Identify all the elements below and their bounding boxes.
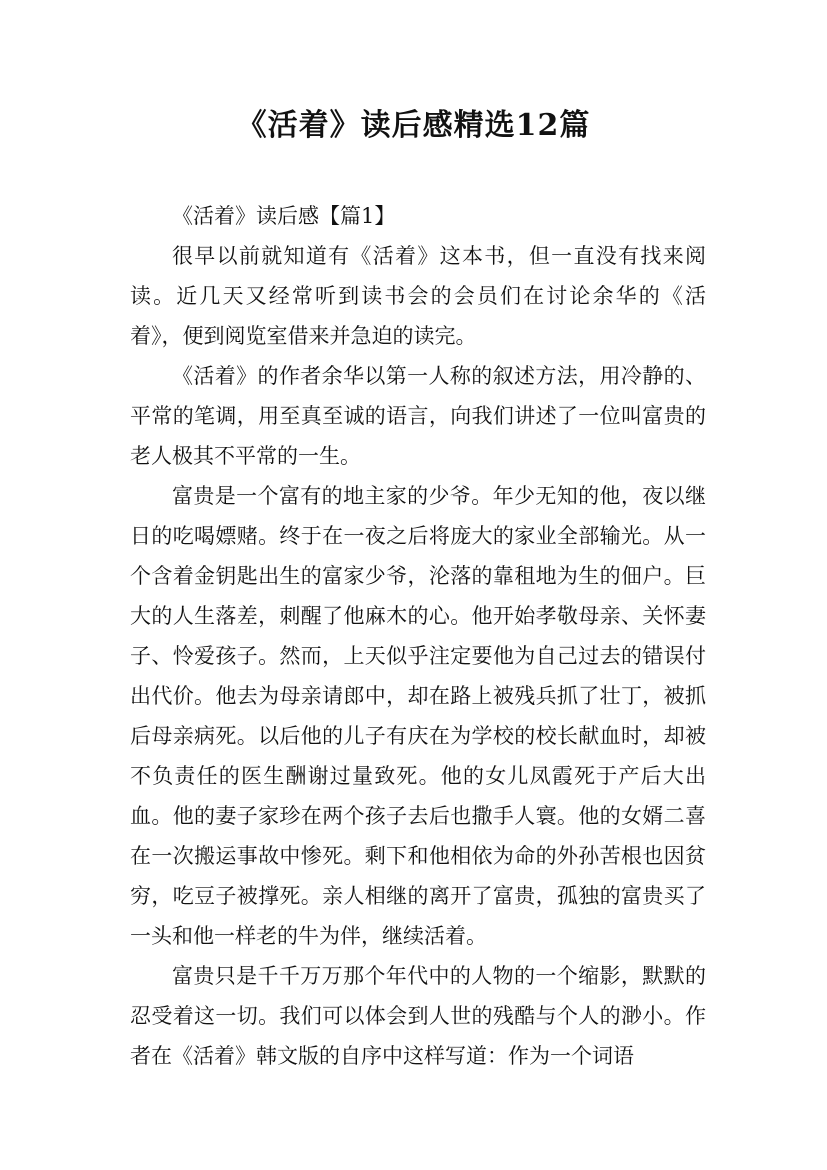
- paragraph-1: 很早以前就知道有《活着》这本书，但一直没有找来阅读。近几天又经常听到读书会的会员们在讨论余华的《活着》，便到阅览室借来并急迫的读完。: [130, 244, 706, 348]
- document-body: [130, 196, 706, 1076]
- section-heading: 《活着》读后感【篇1】: [172, 204, 396, 228]
- paragraph-4: 富贵只是千千万万那个年代中的人物的一个缩影，默默的忍受着这一切。我们可以体会到人世的残酷与个人的渺小。作者在《活着》韩文版的自序中这样写道：作为一个词语: [130, 964, 706, 1068]
- paragraph-2: 《活着》的作者余华以第一人称的叙述方法，用冷静的、平常的笔调，用至真至诚的语言，向我们讲述了一位叫富贵的老人极其不平常的一生。: [130, 364, 706, 468]
- paragraph-3: 富贵是一个富有的地主家的少爷。年少无知的他，夜以继日的吃喝嫖赌。终于在一夜之后将庞大的家业全部输光。从一个含着金钥匙出生的富家少爷，沦落的靠租地为生的佃户。巨大的人生落差，刺醒了他麻木的心。他开始孝敬母亲、关怀妻子、怜爱孩子。然而，上天似乎注定要他为自己过去的错误付出代价。他去为母亲请郎中，却在路上被残兵抓了壮丁，被抓后母亲病死。以后他的儿子有庆在为学校的校长献血时，却被不负责任的医生酬谢过量致死。他的女儿凤霞死于产后大出血。他的妻子家珍在两个孩子去后也撒手人寰。他的女婿二喜在一次搬运事故中惨死。剩下和他相依为命的外孙苦根也因贫穷，吃豆子被撑死。亲人相继的离开了富贵，孤独的富贵买了一头和他一样老的牛为伴，继续活着。: [130, 484, 706, 948]
- document-title: 《活着》读后感精选12篇: [236, 108, 591, 143]
